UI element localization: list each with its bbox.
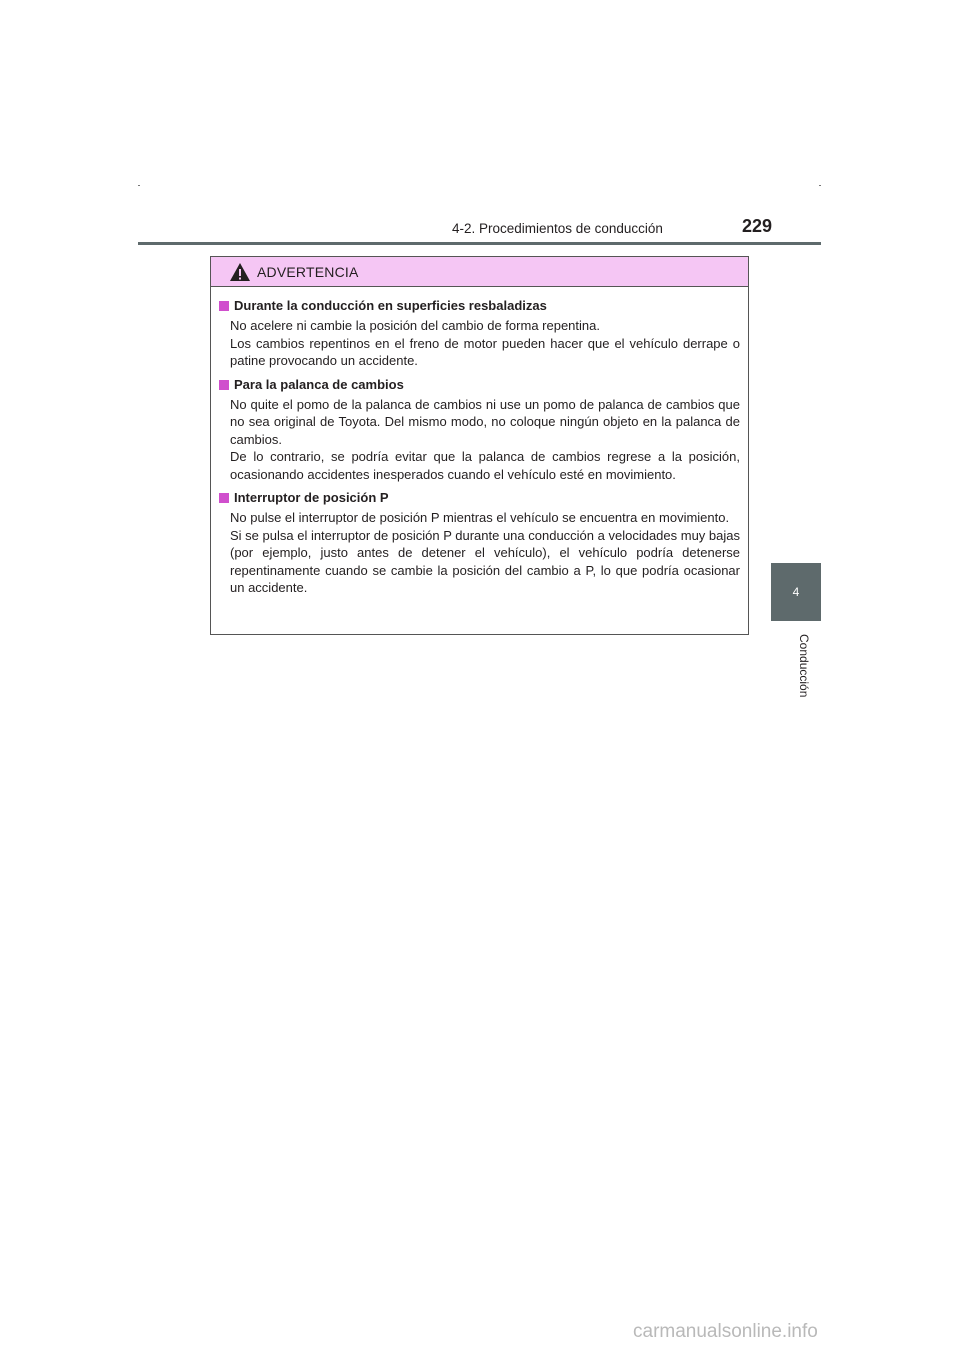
warning-item	[219, 376, 740, 484]
chapter-tab[interactable]: 4	[771, 563, 821, 621]
crop-mark-right	[819, 185, 821, 186]
item-paragraph: No pulse el interruptor de posición P mientras el vehículo se encuentra en movimiento.	[230, 510, 730, 525]
item-heading-text: Durante la conducción en superficies resbaladizas	[234, 298, 547, 313]
item-heading	[219, 376, 740, 394]
warning-title: ADVERTENCIA	[257, 263, 359, 280]
item-heading-text: Para la palanca de cambios	[234, 376, 404, 392]
warning-item	[219, 489, 740, 597]
item-heading-text: Interruptor de posición P	[234, 490, 389, 505]
square-bullet-icon	[219, 493, 229, 503]
crop-mark-left	[138, 185, 140, 186]
warning-box	[210, 256, 749, 635]
item-paragraph: No acelere ni cambie la posición del cambio de forma repentina.	[230, 318, 600, 333]
warning-header	[211, 257, 748, 287]
warning-body	[211, 287, 748, 597]
header-rule	[138, 242, 821, 245]
watermark: carmanualsonline.info	[633, 1321, 818, 1342]
item-paragraph: De lo contrario, se podría evitar que la palanca de cambios regrese a la posición, ocasionando accidentes inesperados cuando el vehículo esté en movimiento.	[230, 449, 740, 482]
item-heading	[219, 489, 740, 507]
item-heading	[219, 297, 740, 315]
square-bullet-icon	[219, 301, 229, 311]
section-title: 4-2. Procedimientos de conducción	[452, 221, 663, 236]
item-paragraph: No quite el pomo de la palanca de cambios ni use un pomo de palanca de cambios que no sea original de Toyota. Del mismo modo, no coloque ningún objeto en la palanca de cambios.	[230, 396, 740, 447]
item-paragraph: Si se pulsa el interruptor de posición P durante una conducción a velocidades muy bajas (por ejemplo, justo antes de detener el vehículo), el vehículo podría detenerse repentinamente cuando se cambie la posición del cambio a P, lo que podría ocasionar un accidente.	[230, 527, 740, 595]
warning-triangle-icon	[229, 262, 251, 282]
square-bullet-icon	[219, 380, 229, 390]
item-paragraph: Los cambios repentinos en el freno de motor pueden hacer que el vehículo derrape o patine provocando un accidente.	[230, 335, 740, 368]
page-number: 229	[742, 216, 773, 236]
warning-item	[219, 297, 740, 370]
chapter-label: Conducción	[797, 634, 811, 698]
